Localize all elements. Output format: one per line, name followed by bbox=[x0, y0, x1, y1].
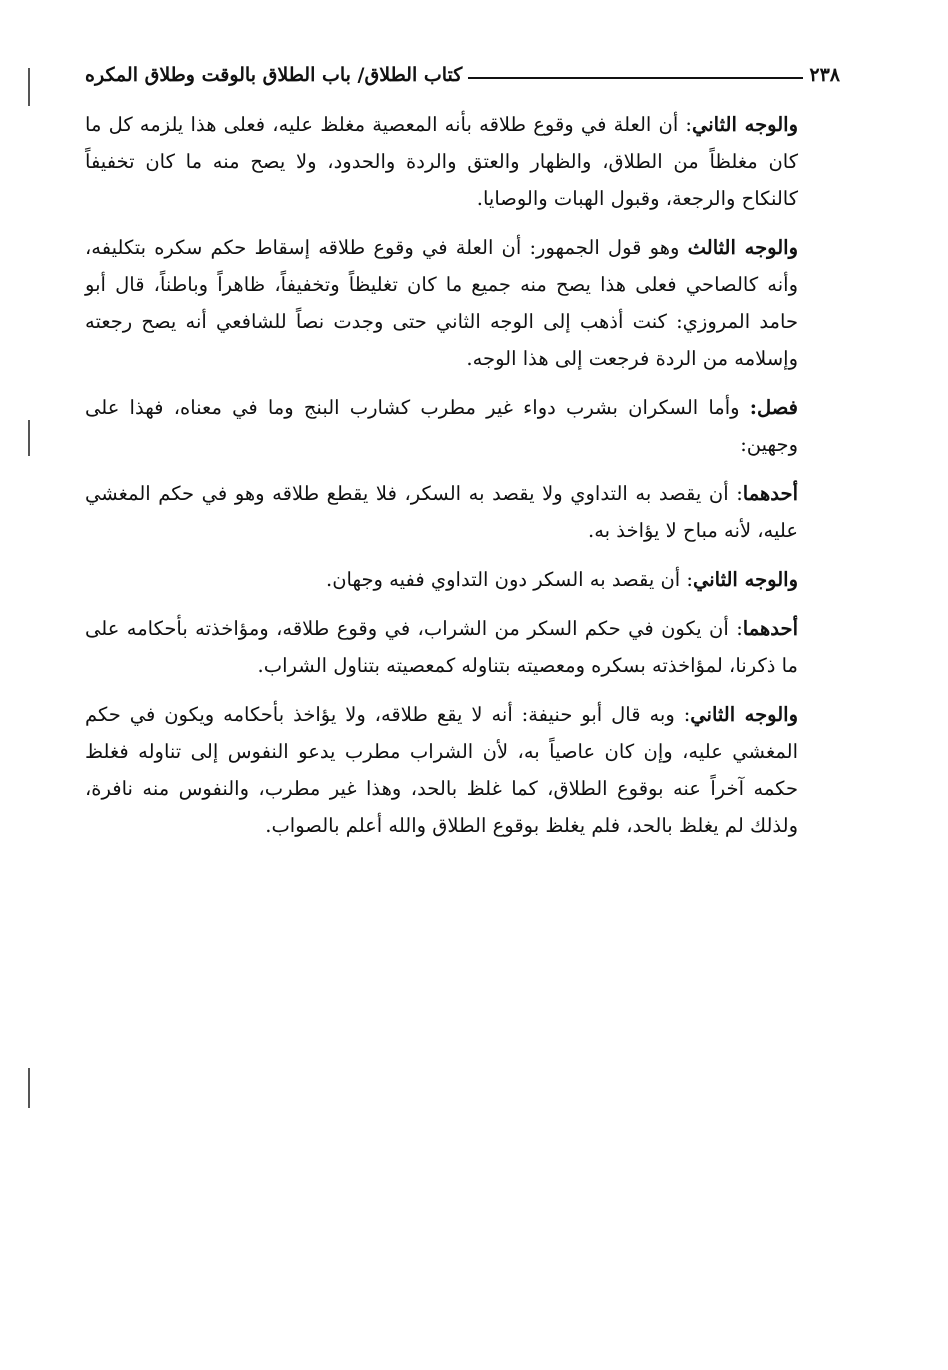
paragraph-text: : وبه قال أبو حنيفة: أنه لا يقع طلاقه، ولا يؤاخذ بأحكامه ويكون في حكم المغشي عليه، وإن كان عاصياً به، لأن الشراب مطرب يدعو النفوس إلى تناوله فغلظ حكمه آخراً عنه بوقوع الطلاق، كما غلظ بالحد، وهذا غير مطرب، والنفوس منه نافرة، ولذلك لم يغلظ بالحد، فلم يغلظ بوقوع الطلاق والله أعلم بالصواب. bbox=[85, 703, 798, 837]
paragraph-text: : أن يقصد به السكر دون التداوي ففيه وجهان. bbox=[326, 568, 693, 591]
page-body bbox=[85, 106, 840, 856]
paragraph-heading: والوجه الثاني bbox=[692, 113, 799, 136]
paragraph-text: : أن العلة في وقوع طلاقه بأنه المعصية مغلظ عليه، فعلى هذا يلزمه كل ما كان مغلظاً من الطلاق، والظهار والعتق والردة والحدود، ولا يصح منه ما كان تخفيفاً كالنكاح والرجعة، وقبول الهبات والوصايا. bbox=[85, 113, 798, 210]
running-title: كتاب الطلاق/ باب الطلاق بالوقت وطلاق المكره bbox=[85, 64, 463, 86]
header-rule bbox=[468, 77, 803, 79]
paragraph bbox=[85, 389, 840, 463]
paragraph-heading: والوجه الثالث bbox=[687, 236, 799, 259]
paragraph-text: وهو قول الجمهور: أن العلة في وقوع طلاقه إسقاط حكم سكره بتكليفه، وأنه كالصاحي فعلى هذا يصح منه جميع ما كان تغليظاً وتخفيفاً، ظاهراً وباطناً، قال أبو حامد المروزي: كنت أذهب إلى الوجه الثاني حتى وجدت نصاً للشافعي أنه يصح رجعته وإسلامه من الردة فرجعت إلى هذا الوجه. bbox=[85, 236, 798, 370]
running-header bbox=[85, 62, 840, 88]
paragraph bbox=[85, 696, 840, 844]
paragraph-text: وأما السكران بشرب دواء غير مطرب كشارب البنج وما في معناه، فهذا على وجهين: bbox=[85, 396, 798, 456]
paragraph bbox=[85, 106, 840, 217]
scan-margin-mark bbox=[28, 68, 30, 106]
paragraph-heading: أحدهما bbox=[742, 617, 798, 640]
paragraph-text: : أن يكون في حكم السكر من الشراب، في وقوع طلاقه، ومؤاخذته بأحكامه على ما ذكرنا، لمؤاخذته بسكره ومعصيته بتناوله كمعصيته بتناول الشراب. bbox=[85, 617, 798, 677]
paragraph-text: : أن يقصد به التداوي ولا يقصد به السكر، فلا يقطع طلاقه وهو في حكم المغشي عليه، لأنه مباح لا يؤاخذ به. bbox=[85, 482, 798, 542]
paragraph-heading: أحدهما bbox=[742, 482, 798, 505]
page-number: ٢٣٨ bbox=[809, 64, 840, 86]
paragraph-heading: والوجه الثاني bbox=[692, 568, 798, 591]
paragraph bbox=[85, 229, 840, 377]
scan-margin-mark bbox=[28, 1068, 30, 1108]
paragraph-heading: والوجه الثاني bbox=[690, 703, 798, 726]
paragraph bbox=[85, 475, 840, 549]
paragraph bbox=[85, 561, 840, 598]
paragraph bbox=[85, 610, 840, 684]
scan-margin-mark bbox=[28, 420, 30, 456]
section-heading: فصل: bbox=[749, 396, 798, 419]
